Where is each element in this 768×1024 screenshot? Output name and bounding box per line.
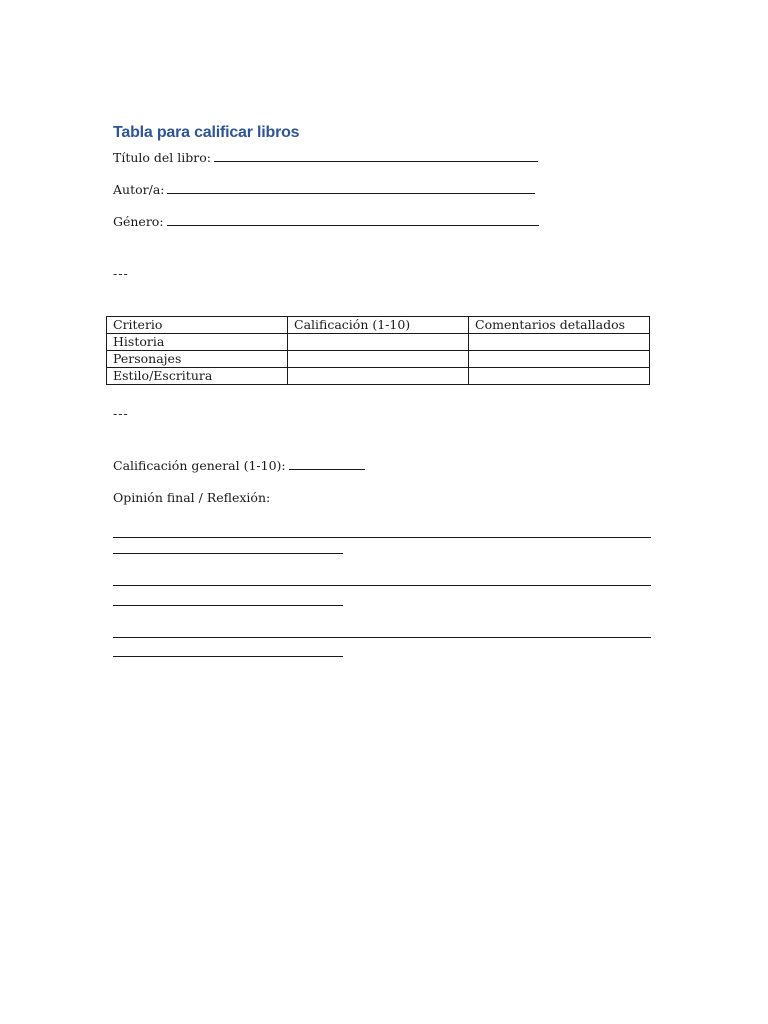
criterion-cell: Historia <box>107 334 288 351</box>
genre-blank[interactable] <box>167 214 539 226</box>
genre-label: Género: <box>113 214 164 229</box>
table-header-row <box>107 317 650 334</box>
separator-bottom: --- <box>113 406 129 421</box>
table-header-cell: Comentarios detallados <box>469 317 650 334</box>
table-row <box>107 334 650 351</box>
opinion-label: Opinión final / Reflexión: <box>113 490 271 505</box>
criterion-cell: Estilo/Escritura <box>107 368 288 385</box>
author-label: Autor/a: <box>113 182 165 197</box>
table-header-cell: Calificación (1-10) <box>288 317 469 334</box>
author-field <box>113 182 535 198</box>
rating-cell[interactable] <box>288 351 469 368</box>
opinion-line[interactable] <box>113 585 651 586</box>
opinion-line[interactable] <box>113 537 651 538</box>
opinion-line[interactable] <box>113 656 343 657</box>
author-blank[interactable] <box>167 182 535 194</box>
comment-cell[interactable] <box>469 368 650 385</box>
overall-rating-label: Calificación general (1-10): <box>113 458 286 473</box>
rating-cell[interactable] <box>288 334 469 351</box>
rating-table <box>106 316 650 385</box>
table-header-cell: Criterio <box>107 317 288 334</box>
genre-field <box>113 214 539 230</box>
table-row <box>107 368 650 385</box>
document-title: Tabla para calificar libros <box>113 124 300 141</box>
opinion-line[interactable] <box>113 637 651 638</box>
separator-top: --- <box>113 266 129 281</box>
comment-cell[interactable] <box>469 334 650 351</box>
overall-rating-field <box>113 458 365 474</box>
book-title-label: Título del libro: <box>113 150 211 165</box>
overall-rating-blank[interactable] <box>289 458 365 470</box>
table-row <box>107 351 650 368</box>
opinion-line[interactable] <box>113 553 343 554</box>
opinion-line[interactable] <box>113 605 343 606</box>
rating-cell[interactable] <box>288 368 469 385</box>
book-title-blank[interactable] <box>214 150 538 162</box>
book-title-field <box>113 150 538 166</box>
criterion-cell: Personajes <box>107 351 288 368</box>
comment-cell[interactable] <box>469 351 650 368</box>
